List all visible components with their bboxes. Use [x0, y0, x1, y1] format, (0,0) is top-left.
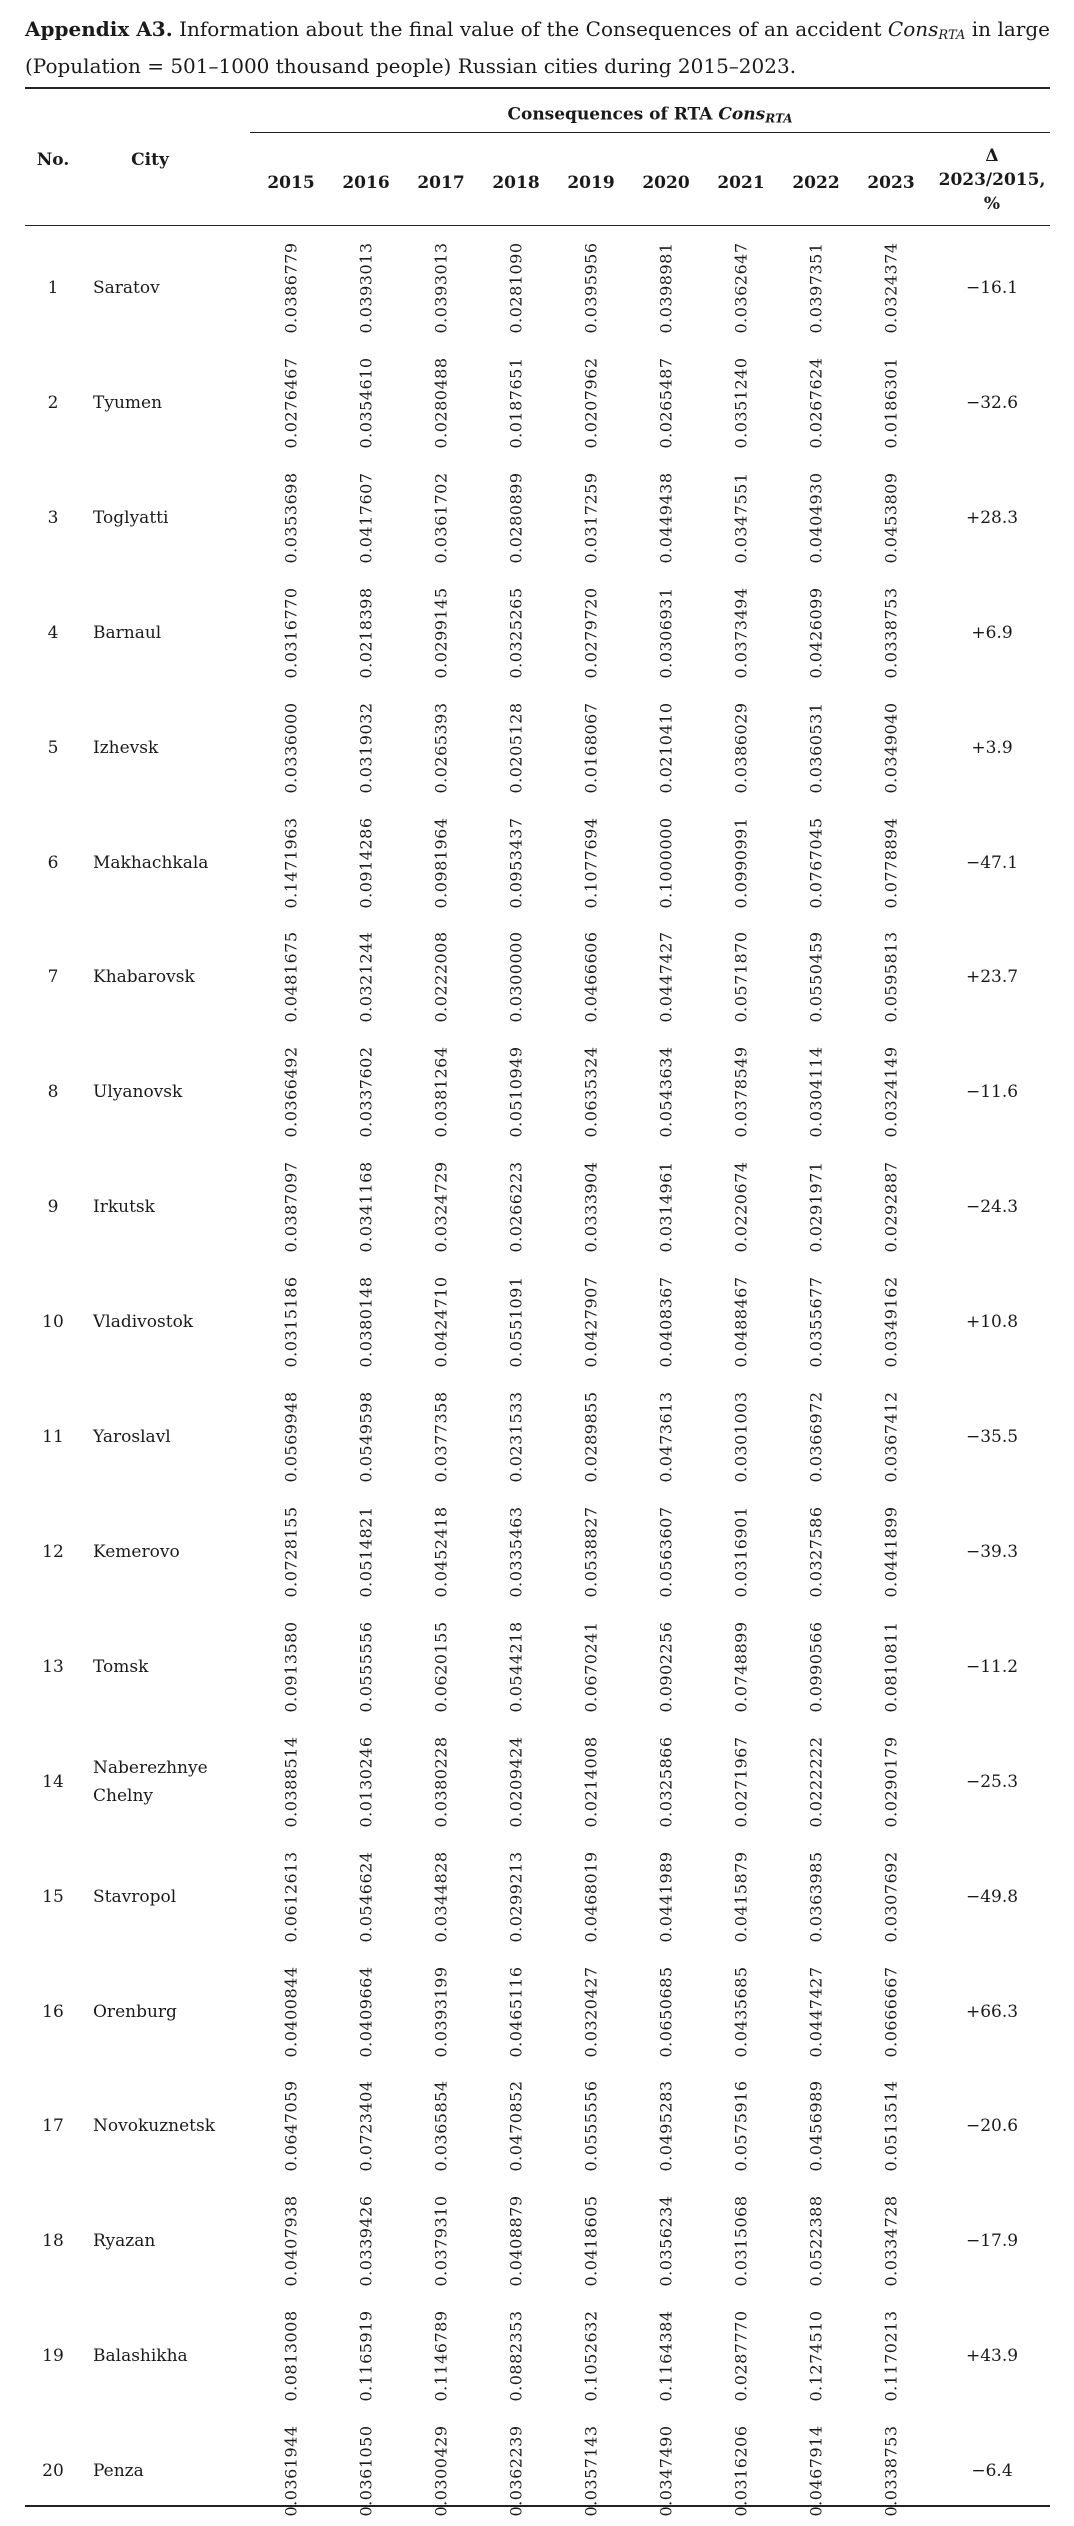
row-value: 0.0449438	[656, 472, 676, 564]
row-value: 0.0316901	[731, 1506, 751, 1598]
row-value: 0.0210410	[656, 702, 676, 794]
row-value: 0.0307692	[881, 1851, 901, 1943]
row-value: 0.0337602	[356, 1046, 376, 1138]
row-number: 18	[42, 2231, 64, 2252]
header-group-prefix: Consequences of RTA	[507, 104, 719, 125]
row-value: 0.0360531	[806, 702, 826, 794]
row-value: 0.0473613	[656, 1391, 676, 1483]
group-header-rule	[250, 132, 1050, 133]
row-value: 0.0990566	[806, 1621, 826, 1713]
row-value: 0.0316770	[281, 587, 301, 679]
row-delta: −17.9	[965, 2231, 1019, 2252]
row-number: 6	[47, 852, 59, 873]
row-number: 14	[42, 1771, 64, 1792]
header-year: 2020	[642, 173, 690, 193]
row-delta: −16.1	[965, 278, 1019, 298]
row-value: 0.0447427	[656, 931, 676, 1023]
row-number: 3	[47, 507, 59, 528]
row-value: 0.0355677	[806, 1276, 826, 1368]
header-no: No.	[36, 150, 70, 170]
row-value: 0.0220674	[731, 1161, 751, 1253]
row-value: 0.0575916	[731, 2080, 751, 2172]
row-number: 2	[47, 392, 59, 413]
row-value: 0.0300000	[506, 931, 526, 1023]
row-value: 0.0378549	[731, 1046, 751, 1138]
row-delta: +3.9	[971, 737, 1013, 758]
row-city: Kemerovo	[93, 1541, 180, 1562]
row-number: 15	[42, 1886, 64, 1907]
row-value: 0.1077694	[581, 816, 601, 909]
row-value: 0.0555556	[581, 2080, 601, 2172]
header-year: 2021	[717, 173, 765, 193]
row-delta: +66.3	[965, 2001, 1019, 2022]
row-value: 0.0395956	[581, 242, 601, 334]
row-number: 1	[47, 278, 59, 298]
row-value: 0.0316206	[731, 2425, 751, 2517]
row-value: 0.0299145	[431, 587, 451, 679]
row-value: 0.0314961	[656, 1161, 676, 1253]
row-value: 0.0514821	[356, 1506, 376, 1598]
row-value: 0.0666667	[881, 1965, 901, 2058]
row-value: 0.0468019	[581, 1851, 601, 1943]
row-delta: −20.6	[965, 2116, 1019, 2137]
row-value: 0.0299213	[506, 1851, 526, 1943]
table-caption	[25, 14, 1050, 82]
row-value: 0.0397351	[806, 242, 826, 334]
row-city: Orenburg	[93, 2001, 177, 2022]
row-value: 0.0362239	[506, 2425, 526, 2517]
row-value: 0.0488467	[731, 1276, 751, 1368]
row-value: 0.0209424	[506, 1736, 526, 1828]
row-value: 0.0338753	[881, 587, 901, 679]
row-number: 16	[42, 2001, 64, 2022]
row-value: 0.0280488	[431, 357, 451, 449]
row-city: Barnaul	[93, 622, 162, 643]
row-delta: −11.2	[965, 1656, 1019, 1677]
row-value: 0.0612613	[281, 1851, 301, 1943]
row-number: 7	[47, 967, 59, 988]
row-value: 0.0366972	[806, 1391, 826, 1483]
row-value: 0.0441989	[656, 1851, 676, 1943]
row-city: Ryazan	[93, 2231, 156, 2252]
row-city: Vladivostok	[93, 1312, 194, 1333]
row-value: 0.0441899	[881, 1506, 901, 1598]
row-value: 0.0767045	[806, 816, 826, 909]
row-value: 0.0466606	[581, 931, 601, 1023]
row-value: 0.0544218	[506, 1621, 526, 1713]
row-value: 0.0363985	[806, 1851, 826, 1943]
row-value: 0.0465116	[506, 1965, 526, 2058]
row-value: 0.0351240	[731, 357, 751, 449]
row-value: 0.0380148	[356, 1276, 376, 1368]
row-delta: −39.3	[965, 1541, 1019, 1562]
row-value: 0.0551091	[506, 1276, 526, 1368]
row-value: 0.0435685	[731, 1965, 751, 2058]
header-group-cons: Cons	[718, 104, 766, 125]
header-year: 2023	[867, 173, 915, 193]
row-value: 0.0456989	[806, 2080, 826, 2172]
row-value: 0.0380228	[431, 1736, 451, 1828]
header-year: 2022	[792, 173, 840, 193]
row-value: 0.0424710	[431, 1276, 451, 1368]
row-value: 0.0168067	[581, 702, 601, 794]
row-value: 0.0356234	[656, 2195, 676, 2287]
row-value: 0.0222222	[806, 1736, 826, 1828]
row-value: 0.0417607	[356, 472, 376, 564]
row-value: 0.0186301	[881, 357, 901, 449]
row-value: 0.0386029	[731, 702, 751, 794]
row-value: 0.0292887	[881, 1161, 901, 1253]
row-city: Saratov	[93, 278, 160, 298]
row-value: 0.0902256	[656, 1621, 676, 1713]
row-value: 0.0467914	[806, 2425, 826, 2517]
row-city: Toglyatti	[93, 507, 169, 528]
row-value: 0.0728155	[281, 1506, 301, 1598]
row-value: 0.0333904	[581, 1161, 601, 1253]
row-value: 0.0404930	[806, 472, 826, 564]
row-value: 0.0205128	[506, 702, 526, 794]
row-value: 0.0353698	[281, 472, 301, 564]
row-city: Naberezhnye Chelny	[93, 1757, 208, 1806]
row-value: 0.0563607	[656, 1506, 676, 1598]
row-value: 0.0452418	[431, 1506, 451, 1598]
row-city: Irkutsk	[93, 1197, 155, 1218]
header-city: City	[131, 150, 169, 170]
row-value: 0.0354610	[356, 357, 376, 449]
row-value: 0.0344828	[431, 1851, 451, 1943]
row-value: 0.0538827	[581, 1506, 601, 1598]
header-delta	[939, 144, 1046, 216]
row-value: 0.0361702	[431, 472, 451, 564]
row-delta: −6.4	[971, 2461, 1013, 2482]
row-value: 0.0400844	[281, 1965, 301, 2058]
row-value: 0.0990991	[731, 816, 751, 909]
row-value: 0.1170213	[881, 2310, 901, 2402]
row-value: 0.0546624	[356, 1851, 376, 1943]
row-value: 0.0281090	[506, 242, 526, 334]
row-value: 0.0320427	[581, 1965, 601, 2058]
row-delta: −24.3	[965, 1197, 1019, 1218]
row-city: Balashikha	[93, 2346, 188, 2367]
row-value: 0.0635324	[581, 1046, 601, 1138]
row-value: 0.0339426	[356, 2195, 376, 2287]
row-value: 0.0398981	[656, 242, 676, 334]
row-value: 0.0620155	[431, 1621, 451, 1713]
row-value: 0.0271967	[731, 1736, 751, 1828]
row-value: 0.0222008	[431, 931, 451, 1023]
row-value: 0.0324729	[431, 1161, 451, 1253]
row-value: 0.0571870	[731, 931, 751, 1023]
row-city: Penza	[93, 2461, 144, 2482]
row-value: 0.0338753	[881, 2425, 901, 2517]
table-top-rule	[25, 87, 1050, 89]
header-bottom-rule	[25, 225, 1050, 226]
row-value: 0.0415879	[731, 1851, 751, 1943]
row-value: 0.0325866	[656, 1736, 676, 1828]
row-value: 0.0287770	[731, 2310, 751, 2402]
row-city: Tomsk	[93, 1656, 149, 1677]
header-group-sub: RTA	[765, 111, 793, 126]
row-value: 0.0362647	[731, 242, 751, 334]
row-value: 0.0409664	[356, 1965, 376, 2058]
row-delta: −25.3	[965, 1771, 1019, 1792]
row-number: 13	[42, 1656, 64, 1677]
row-value: 0.0813008	[281, 2310, 301, 2402]
row-city: Tyumen	[93, 392, 163, 413]
row-delta: +10.8	[965, 1312, 1019, 1333]
row-value: 0.0341168	[356, 1161, 376, 1253]
row-delta: +6.9	[971, 622, 1013, 643]
row-value: 0.0543634	[656, 1046, 676, 1138]
row-value: 0.0481675	[281, 931, 301, 1023]
row-value: 0.0377358	[431, 1391, 451, 1483]
header-year: 2017	[417, 173, 465, 193]
row-city: Ulyanovsk	[93, 1082, 183, 1103]
row-value: 0.0408367	[656, 1276, 676, 1368]
row-value: 0.0130246	[356, 1736, 376, 1828]
row-value: 0.0453809	[881, 472, 901, 564]
row-number: 4	[47, 622, 59, 643]
row-city: Makhachkala	[93, 852, 209, 873]
row-value: 0.0327586	[806, 1506, 826, 1598]
row-value: 0.0810811	[881, 1621, 901, 1713]
header-group	[507, 105, 792, 126]
row-number: 9	[47, 1197, 59, 1218]
row-value: 0.0778894	[881, 816, 901, 909]
row-value: 0.0388514	[281, 1736, 301, 1828]
row-value: 0.0231533	[506, 1391, 526, 1483]
row-value: 0.1146789	[431, 2310, 451, 2402]
row-value: 0.0315186	[281, 1276, 301, 1368]
row-value: 0.0381264	[431, 1046, 451, 1138]
row-value: 0.0349162	[881, 1276, 901, 1368]
row-value: 0.0513514	[881, 2080, 901, 2172]
row-value: 0.0317259	[581, 472, 601, 564]
row-value: 0.0187651	[506, 357, 526, 449]
row-number: 17	[42, 2116, 64, 2137]
row-city: Yaroslavl	[93, 1427, 171, 1447]
row-value: 0.0207962	[581, 357, 601, 449]
caption-cons-sub: RTA	[938, 28, 966, 43]
header-delta-unit: %	[983, 194, 1001, 214]
row-value: 0.0426099	[806, 587, 826, 679]
row-value: 0.0386779	[281, 242, 301, 334]
row-value: 0.0365854	[431, 2080, 451, 2172]
row-value: 0.0319032	[356, 702, 376, 794]
row-value: 0.0393199	[431, 1965, 451, 2058]
row-value: 0.0347490	[656, 2425, 676, 2517]
row-value: 0.0301003	[731, 1391, 751, 1483]
row-delta: +23.7	[965, 967, 1019, 988]
row-delta: −35.5	[965, 1427, 1019, 1447]
row-value: 0.0367412	[881, 1391, 901, 1483]
row-city: Novokuznetsk	[93, 2116, 216, 2137]
row-number: 12	[42, 1541, 64, 1562]
row-value: 0.0218398	[356, 587, 376, 679]
row-value: 0.0407938	[281, 2195, 301, 2287]
row-value: 0.0650685	[656, 1965, 676, 2058]
row-value: 0.0276467	[281, 357, 301, 449]
row-value: 0.0306931	[656, 587, 676, 679]
caption-text-after: in large (Population = 501–1000 thousand people) Russian cities during 2015–2023.	[25, 17, 1050, 78]
row-value: 0.0522388	[806, 2195, 826, 2287]
row-value: 0.0882353	[506, 2310, 526, 2402]
row-value: 0.0347551	[731, 472, 751, 564]
row-value: 0.0953437	[506, 816, 526, 909]
row-value: 0.0289855	[581, 1391, 601, 1483]
row-value: 0.0361944	[281, 2425, 301, 2517]
row-value: 0.0267624	[806, 357, 826, 449]
row-value: 0.0510949	[506, 1046, 526, 1138]
row-city: Khabarovsk	[93, 967, 195, 988]
row-delta: −32.6	[965, 392, 1019, 413]
row-value: 0.0214008	[581, 1736, 601, 1828]
row-value: 0.0324149	[881, 1046, 901, 1138]
caption-cons: Cons	[887, 17, 939, 41]
row-value: 0.0335463	[506, 1506, 526, 1598]
header-year: 2015	[267, 173, 315, 193]
row-value: 0.0913580	[281, 1621, 301, 1713]
row-delta: −47.1	[965, 852, 1019, 873]
row-value: 0.0349040	[881, 702, 901, 794]
row-value: 0.0357143	[581, 2425, 601, 2517]
row-city: Stavropol	[93, 1886, 177, 1907]
row-value: 0.1052632	[581, 2310, 601, 2402]
row-value: 0.1165919	[356, 2310, 376, 2402]
row-value: 0.1164384	[656, 2310, 676, 2402]
row-value: 0.0291971	[806, 1161, 826, 1253]
row-value: 0.0265487	[656, 357, 676, 449]
row-value: 0.1274510	[806, 2310, 826, 2402]
row-value: 0.0265393	[431, 702, 451, 794]
row-value: 0.0336000	[281, 702, 301, 794]
row-value: 0.0447427	[806, 1965, 826, 2058]
row-delta: −11.6	[965, 1082, 1019, 1103]
caption-text-before: Information about the final value of the Consequences of an accident	[172, 17, 888, 41]
row-number: 8	[47, 1082, 59, 1103]
row-value: 0.0914286	[356, 816, 376, 909]
row-value: 0.0366492	[281, 1046, 301, 1138]
row-value: 0.0418605	[581, 2195, 601, 2287]
row-value: 0.0647059	[281, 2080, 301, 2172]
row-delta: +43.9	[965, 2346, 1019, 2367]
header-year: 2019	[567, 173, 615, 193]
row-value: 0.0304114	[806, 1046, 826, 1138]
row-number: 11	[42, 1427, 64, 1447]
row-value: 0.0300429	[431, 2425, 451, 2517]
row-delta: −49.8	[965, 1886, 1019, 1907]
row-value: 0.0670241	[581, 1621, 601, 1713]
row-value: 0.0290179	[881, 1736, 901, 1828]
row-value: 0.1000000	[656, 816, 676, 909]
row-value: 0.0595813	[881, 931, 901, 1023]
row-value: 0.0555556	[356, 1621, 376, 1713]
row-value: 0.0470852	[506, 2080, 526, 2172]
row-value: 0.0387097	[281, 1161, 301, 1253]
header-year: 2016	[342, 173, 390, 193]
row-value: 0.0393013	[431, 242, 451, 334]
row-number: 20	[42, 2461, 64, 2482]
row-value: 0.0334728	[881, 2195, 901, 2287]
row-value: 0.0408879	[506, 2195, 526, 2287]
row-value: 0.0549598	[356, 1391, 376, 1483]
row-value: 0.0393013	[356, 242, 376, 334]
row-value: 0.0981964	[431, 816, 451, 909]
row-value: 0.0279720	[581, 587, 601, 679]
row-value: 0.0569948	[281, 1391, 301, 1483]
row-value: 0.0280899	[506, 472, 526, 564]
row-value: 0.0373494	[731, 587, 751, 679]
row-value: 0.0550459	[806, 931, 826, 1023]
header-delta-period: 2023/2015,	[938, 170, 1046, 190]
header-year: 2018	[492, 173, 540, 193]
caption-label: Appendix A3.	[25, 17, 173, 41]
row-value: 0.0379310	[431, 2195, 451, 2287]
row-value: 0.1471963	[281, 816, 301, 909]
row-number: 10	[42, 1312, 64, 1333]
row-value: 0.0325265	[506, 587, 526, 679]
row-value: 0.0321244	[356, 931, 376, 1023]
row-value: 0.0723404	[356, 2080, 376, 2172]
row-value: 0.0324374	[881, 242, 901, 334]
row-value: 0.0495283	[656, 2080, 676, 2172]
row-value: 0.0315068	[731, 2195, 751, 2287]
row-number: 5	[47, 737, 59, 758]
row-delta: +28.3	[965, 507, 1019, 528]
row-city: Izhevsk	[93, 737, 159, 758]
header-delta-symbol: Δ	[985, 146, 999, 166]
row-value: 0.0266223	[506, 1161, 526, 1253]
row-value: 0.0361050	[356, 2425, 376, 2517]
row-value: 0.0427907	[581, 1276, 601, 1368]
row-number: 19	[42, 2346, 64, 2367]
row-value: 0.0748899	[731, 1621, 751, 1713]
